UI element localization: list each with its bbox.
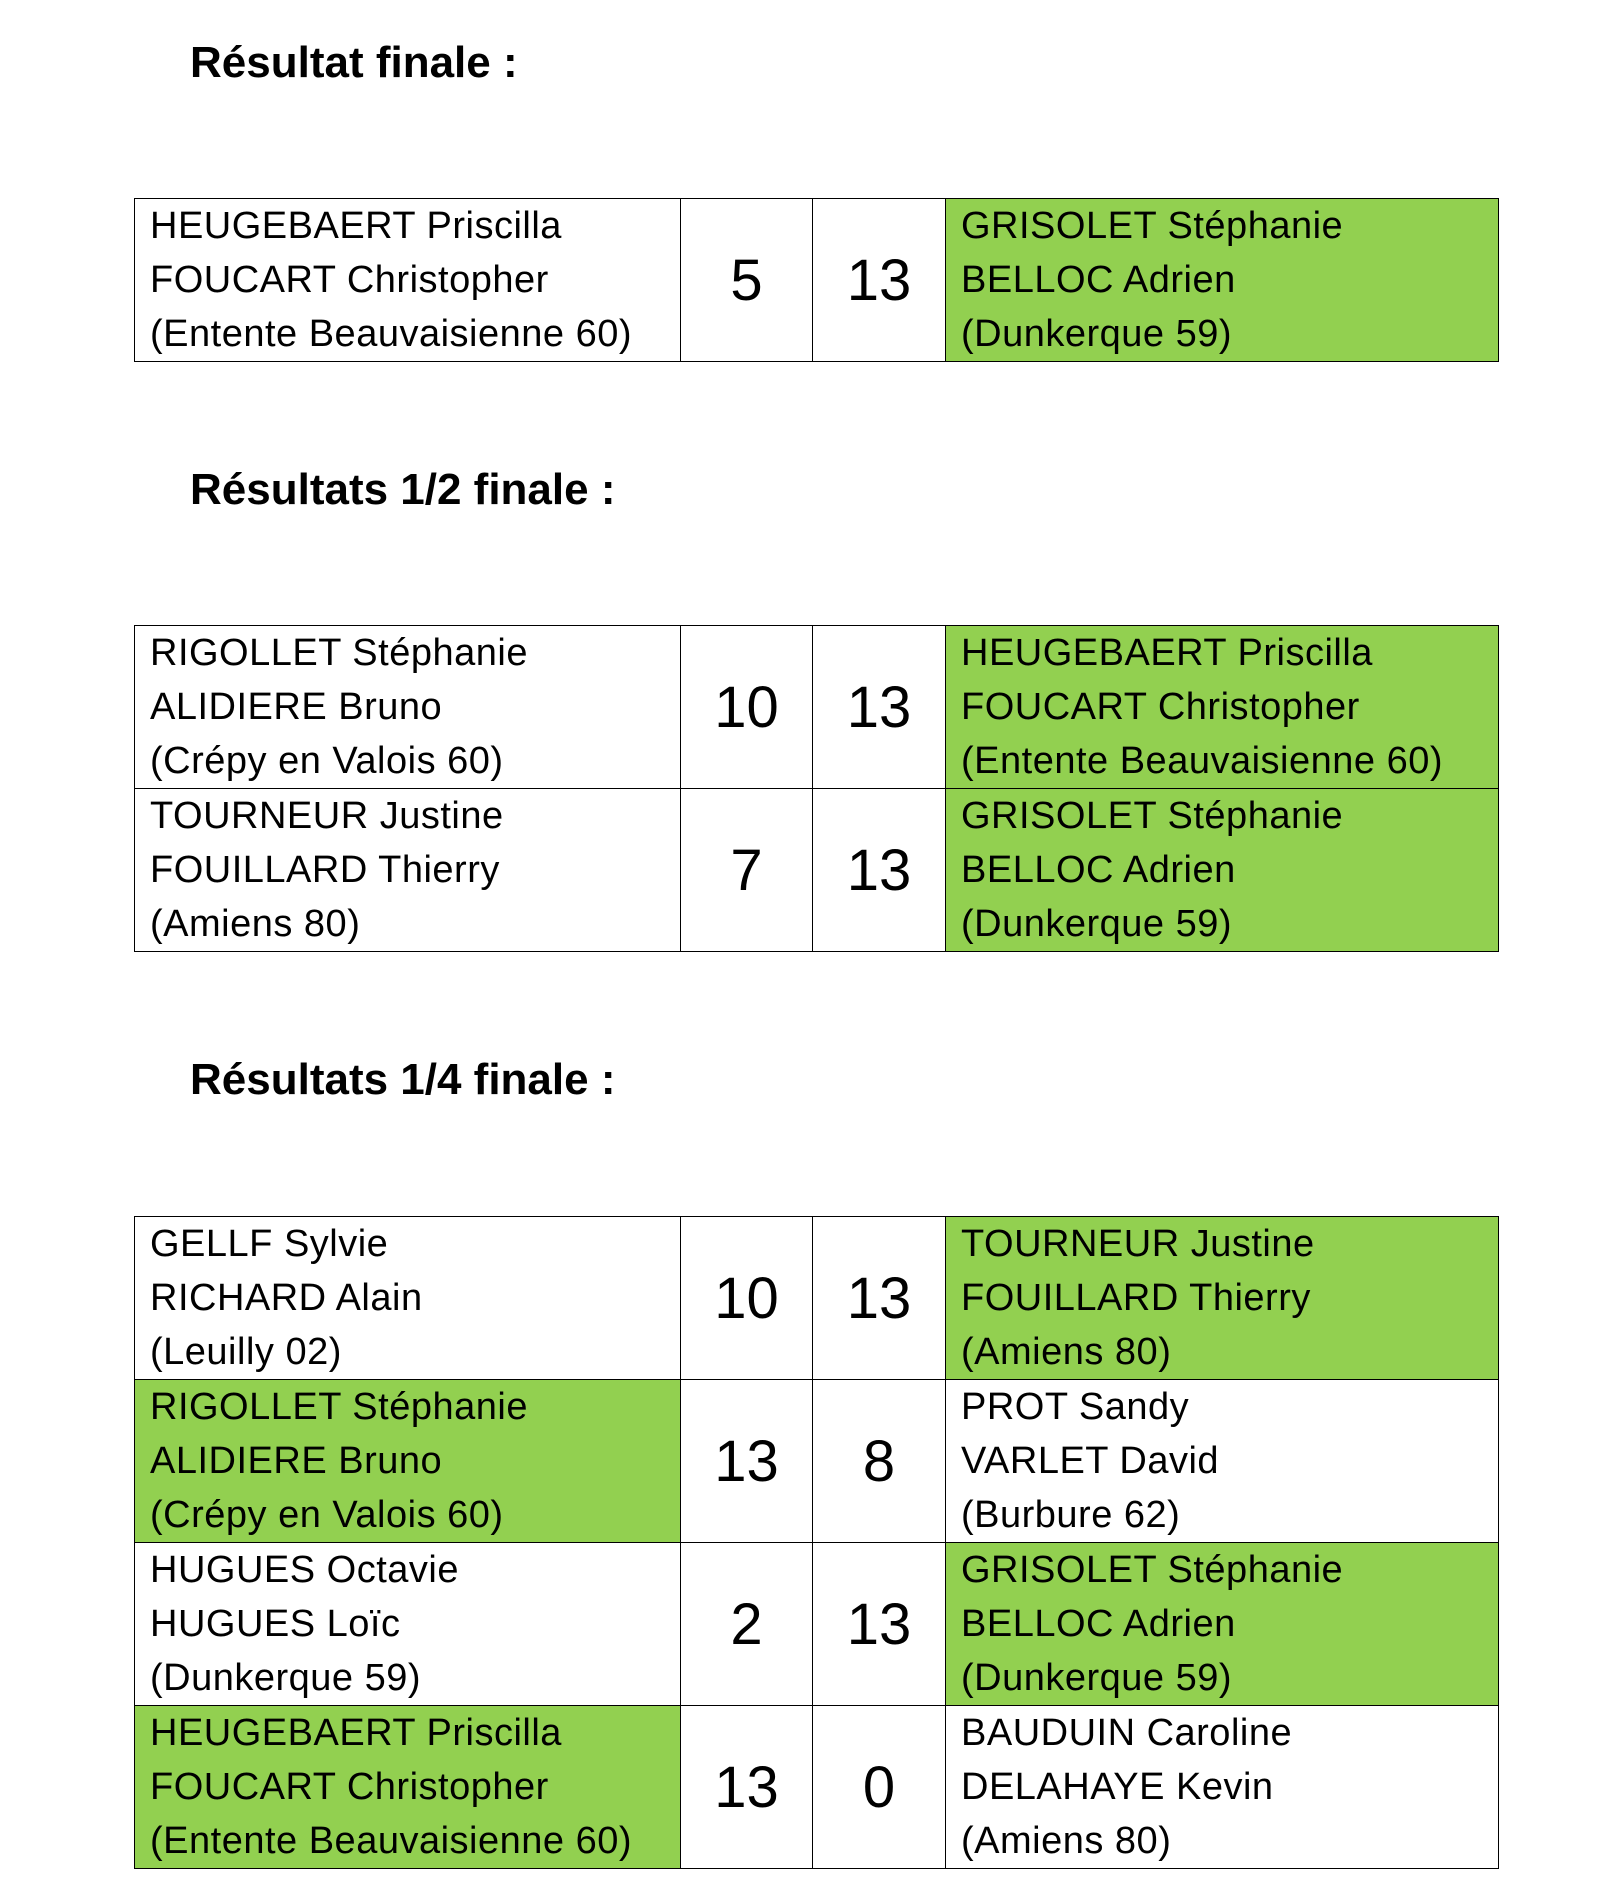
player-name: TOURNEUR Justine — [150, 795, 504, 837]
team-cell-right — [946, 199, 1499, 362]
player-name: GRISOLET Stéphanie — [961, 795, 1344, 837]
club-name: (Dunkerque 59) — [961, 903, 1233, 945]
club-name: (Amiens 80) — [150, 903, 361, 945]
player-name: HEUGEBAERT Priscilla — [150, 1712, 562, 1754]
player-name: RICHARD Alain — [150, 1277, 423, 1319]
club-name: (Crépy en Valois 60) — [150, 1494, 504, 1536]
player-name: HEUGEBAERT Priscilla — [961, 632, 1373, 674]
score-right: 13 — [813, 789, 946, 952]
section-title-semifinal: Résultats 1/2 finale : — [190, 465, 616, 514]
player-name: RIGOLLET Stéphanie — [150, 632, 528, 674]
team-cell-right — [946, 1706, 1499, 1869]
player-name: FOUCART Christopher — [150, 1766, 549, 1808]
score-right: 13 — [813, 1543, 946, 1706]
team-cell-left — [135, 1543, 681, 1706]
player-name: HUGUES Loïc — [150, 1603, 401, 1645]
team-cell-right — [946, 1217, 1499, 1380]
club-name: (Leuilly 02) — [150, 1331, 342, 1373]
score-right: 13 — [813, 626, 946, 789]
player-name: ALIDIERE Bruno — [150, 1440, 443, 1482]
club-name: (Entente Beauvaisienne 60) — [150, 313, 632, 355]
club-name: (Dunkerque 59) — [961, 1657, 1233, 1699]
player-name: GRISOLET Stéphanie — [961, 205, 1344, 247]
club-name: (Dunkerque 59) — [150, 1657, 422, 1699]
player-name: FOUILLARD Thierry — [961, 1277, 1311, 1319]
team-cell-right — [946, 789, 1499, 952]
score-left: 10 — [681, 1217, 813, 1380]
team-cell-left — [135, 1706, 681, 1869]
club-name: (Entente Beauvaisienne 60) — [961, 740, 1443, 782]
player-name: ALIDIERE Bruno — [150, 686, 443, 728]
player-name: BELLOC Adrien — [961, 849, 1236, 891]
results-table-quarterfinal — [134, 1216, 1499, 1869]
table-row — [135, 1217, 1499, 1380]
team-cell-left — [135, 626, 681, 789]
player-name: FOUCART Christopher — [150, 259, 549, 301]
section-title-quarterfinal: Résultats 1/4 finale : — [190, 1055, 616, 1104]
table-row — [135, 1706, 1499, 1869]
player-name: PROT Sandy — [961, 1386, 1190, 1428]
results-table-semifinal — [134, 625, 1499, 952]
player-name: BAUDUIN Caroline — [961, 1712, 1293, 1754]
team-cell-left — [135, 1217, 681, 1380]
score-right: 13 — [813, 1217, 946, 1380]
team-cell-left — [135, 789, 681, 952]
team-cell-left — [135, 1380, 681, 1543]
score-left: 13 — [681, 1706, 813, 1869]
score-right: 0 — [813, 1706, 946, 1869]
score-left: 10 — [681, 626, 813, 789]
player-name: FOUILLARD Thierry — [150, 849, 500, 891]
table-row — [135, 789, 1499, 952]
player-name: TOURNEUR Justine — [961, 1223, 1315, 1265]
results-table-finale — [134, 198, 1499, 362]
score-left: 13 — [681, 1380, 813, 1543]
score-right: 13 — [813, 199, 946, 362]
player-name: DELAHAYE Kevin — [961, 1766, 1274, 1808]
club-name: (Dunkerque 59) — [961, 313, 1233, 355]
club-name: (Amiens 80) — [961, 1331, 1172, 1373]
player-name: BELLOC Adrien — [961, 1603, 1236, 1645]
player-name: VARLET David — [961, 1440, 1220, 1482]
team-cell-right — [946, 1380, 1499, 1543]
score-left: 7 — [681, 789, 813, 952]
player-name: BELLOC Adrien — [961, 259, 1236, 301]
club-name: (Amiens 80) — [961, 1820, 1172, 1862]
player-name: GRISOLET Stéphanie — [961, 1549, 1344, 1591]
table-row — [135, 1543, 1499, 1706]
team-cell-right — [946, 626, 1499, 789]
club-name: (Burbure 62) — [961, 1494, 1181, 1536]
player-name: GELLF Sylvie — [150, 1223, 389, 1265]
score-left: 5 — [681, 199, 813, 362]
table-row — [135, 626, 1499, 789]
score-left: 2 — [681, 1543, 813, 1706]
player-name: RIGOLLET Stéphanie — [150, 1386, 528, 1428]
player-name: HUGUES Octavie — [150, 1549, 459, 1591]
score-right: 8 — [813, 1380, 946, 1543]
table-row — [135, 1380, 1499, 1543]
club-name: (Crépy en Valois 60) — [150, 740, 504, 782]
player-name: FOUCART Christopher — [961, 686, 1360, 728]
club-name: (Entente Beauvaisienne 60) — [150, 1820, 632, 1862]
player-name: HEUGEBAERT Priscilla — [150, 205, 562, 247]
team-cell-left — [135, 199, 681, 362]
team-cell-right — [946, 1543, 1499, 1706]
table-row — [135, 199, 1499, 362]
section-title-finale: Résultat finale : — [190, 38, 518, 87]
